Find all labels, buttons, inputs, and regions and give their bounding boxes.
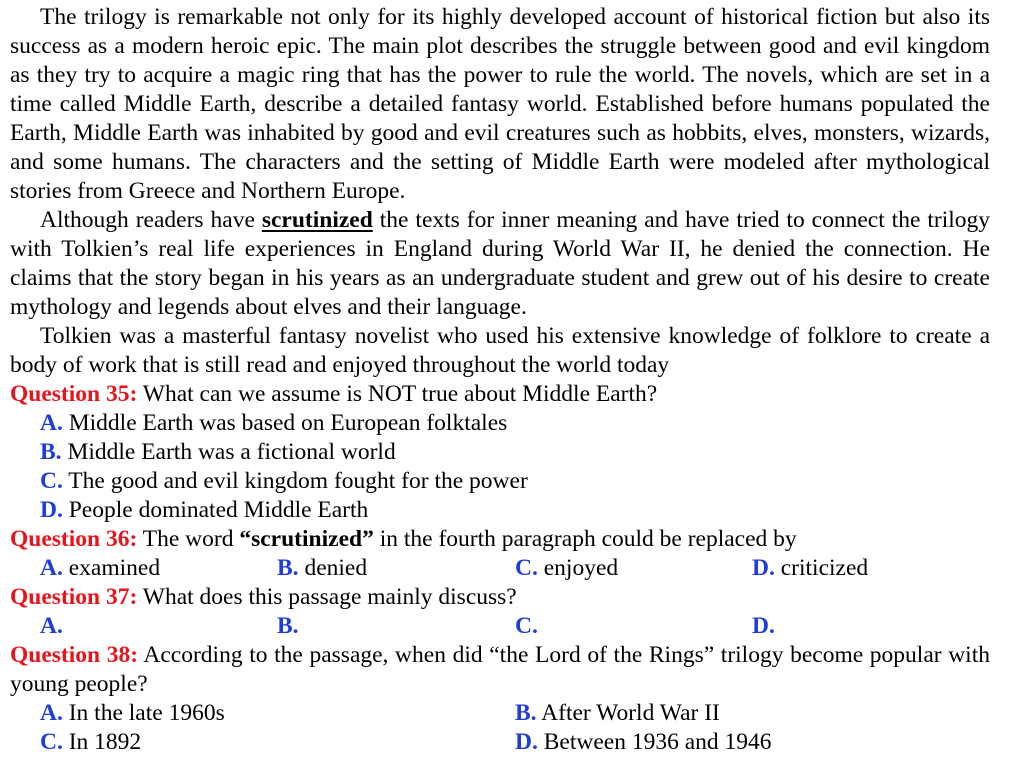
option-text: criticized [774, 555, 869, 581]
q37-option-c[interactable] [515, 612, 538, 641]
option-letter: A. [40, 410, 63, 436]
q38-option-d[interactable] [515, 728, 772, 757]
q35-option-c[interactable] [10, 467, 990, 496]
option-text: examined [62, 555, 161, 581]
option-text: After World War II [536, 700, 720, 726]
q35-option-a[interactable] [10, 409, 990, 438]
option-text: Middle Earth was a fictional world [61, 439, 396, 465]
q37-option-b[interactable] [277, 612, 299, 641]
option-text: In the late 1960s [62, 700, 225, 726]
option-letter: C. [515, 555, 538, 581]
passage-paragraph-2 [10, 206, 990, 322]
q38-options-row-1 [10, 699, 990, 728]
q38-options-row-2 [10, 728, 990, 757]
option-letter: B. [40, 439, 62, 465]
q35-option-b[interactable] [10, 438, 990, 467]
question-37-text: What does this passage mainly discuss? [137, 584, 517, 610]
option-text: People dominated Middle Earth [62, 497, 369, 523]
q38-option-c[interactable] [40, 728, 141, 757]
option-letter: C. [515, 613, 538, 639]
highlighted-word: scrutinized [261, 207, 373, 233]
question-36-text-end: in the fourth paragraph could be replaced by [373, 526, 797, 552]
q37-option-a[interactable] [40, 612, 63, 641]
q36-option-b[interactable] [277, 554, 367, 583]
q36-option-d[interactable] [752, 554, 868, 583]
option-text: In 1892 [62, 729, 142, 755]
q37-options-row [10, 612, 990, 641]
paragraph-2-start: Although readers have [40, 207, 262, 233]
q37-option-d[interactable] [752, 612, 775, 641]
q36-option-a[interactable] [40, 554, 160, 583]
question-35-label: Question 35: [10, 381, 138, 407]
question-36-label: Question 36: [10, 526, 138, 552]
question-35 [10, 380, 990, 409]
option-letter: B. [277, 613, 299, 639]
question-36 [10, 525, 990, 554]
option-letter: A. [40, 613, 63, 639]
option-text: The good and evil kingdom fought for the power [62, 468, 528, 494]
option-letter: D. [752, 613, 775, 639]
question-37-label: Question 37: [10, 584, 138, 610]
q38-option-b[interactable] [515, 699, 720, 728]
question-38-label: Question 38: [10, 642, 139, 668]
option-letter: C. [40, 468, 63, 494]
question-35-text: What can we assume is NOT true about Middle Earth? [137, 381, 658, 407]
passage-paragraph-1: The trilogy is remarkable not only for its highly developed account of historical fiction but also its success as a modern heroic epic. The main plot describes the struggle between good and evil kingdom as they try to acquire a magic ring that has the power to rule the world. The novels, which are set in a time called Middle Earth, describe a detailed fantasy world. Established before humans populated the Earth, Middle Earth was inhabited by good and evil creatures such as hobbits, elves, monsters, wizards, and some humans. The characters and the setting of Middle Earth were modeled after mythological stories from Greece and Northern Europe. [10, 4, 990, 204]
question-36-keyword: “scrutinized” [239, 526, 374, 552]
option-letter: D. [40, 497, 63, 523]
question-38 [10, 641, 990, 699]
option-letter: B. [277, 555, 299, 581]
passage-paragraph-3: Tolkien was a masterful fantasy novelist who used his extensive knowledge of folklore to create a body of work that is still read and enjoyed throughout the world today [10, 323, 990, 378]
option-text: denied [298, 555, 368, 581]
q36-options-row [10, 554, 990, 583]
option-letter: A. [40, 700, 63, 726]
q38-option-a[interactable] [40, 699, 225, 728]
option-letter: D. [752, 555, 775, 581]
option-text: enjoyed [537, 555, 619, 581]
q35-option-d[interactable] [10, 496, 990, 525]
option-text: Middle Earth was based on European folktales [62, 410, 508, 436]
paragraph-2-rest: the texts for inner meaning and have tried to connect the trilogy with Tolkien’s real life experiences in England during World War II, he denied the connection. He claims that the story began in his years as an undergraduate student and grew out of his desire to create mythology and legends about elves and their language. [10, 207, 991, 320]
question-38-text: According to the passage, when did “the Lord of the Rings” trilogy become popular with young people? [10, 642, 990, 697]
question-36-text-start: The word [137, 526, 240, 552]
option-text: Between 1936 and 1946 [537, 729, 772, 755]
option-letter: D. [515, 729, 538, 755]
question-37 [10, 583, 990, 612]
document-page [10, 3, 990, 757]
option-letter: C. [40, 729, 63, 755]
option-letter: B. [515, 700, 537, 726]
option-letter: A. [40, 555, 63, 581]
q36-option-c[interactable] [515, 554, 618, 583]
